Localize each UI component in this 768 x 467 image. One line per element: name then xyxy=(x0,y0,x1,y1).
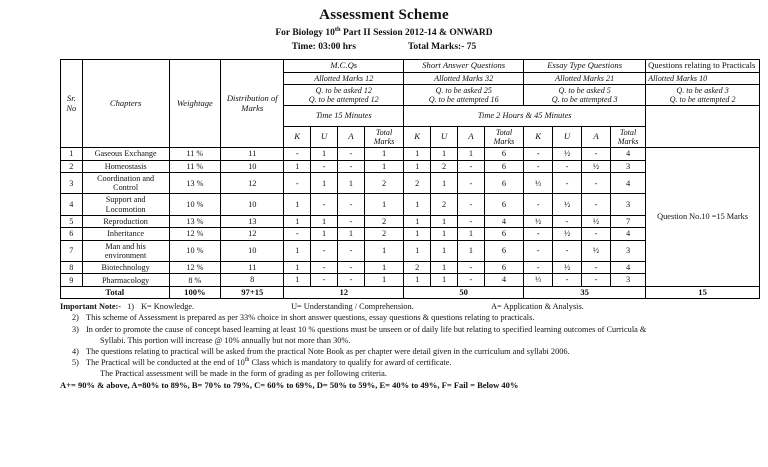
allotted-marks-mcq: Allotted Marks 12 xyxy=(284,72,404,84)
cell-weightage: 13 % xyxy=(169,173,221,194)
cell-saq-a: 1 xyxy=(457,148,484,160)
note-1-number: 1) xyxy=(127,302,134,312)
saq-total-l2: Marks xyxy=(493,137,515,147)
cell-mcq-total: 1 xyxy=(364,160,403,172)
col-header-chapters: Chapters xyxy=(82,60,169,148)
cell-mcq-total: 1 xyxy=(364,274,403,286)
cell-mcq-k: - xyxy=(284,173,311,194)
cell-essay-a: ½ xyxy=(582,215,611,227)
col-header-mcq-u: U xyxy=(311,127,338,148)
cell-saq-u: 1 xyxy=(431,274,458,286)
cell-essay-u: - xyxy=(553,173,582,194)
cell-mcq-k: 1 xyxy=(284,160,311,172)
cell-chapter: Biotechnology xyxy=(82,262,169,274)
document-header xyxy=(0,0,768,53)
cell-saq-total: 6 xyxy=(484,262,523,274)
legend-knowledge: K= Knowledge. xyxy=(141,302,195,312)
col-header-essay-a: A xyxy=(582,127,611,148)
exam-time: Time: 03:00 hrs xyxy=(291,41,356,52)
practicals-asked: Q. to be asked 3 xyxy=(676,86,729,95)
col-header-mcq-a: A xyxy=(338,127,365,148)
cell-saq-total: 6 xyxy=(484,228,523,240)
cell-mcq-a: - xyxy=(338,262,365,274)
question-counts-short-answer xyxy=(404,85,524,106)
cell-mcq-k: - xyxy=(284,228,311,240)
cell-essay-a: ½ xyxy=(582,240,611,261)
note-5-ordinal: th xyxy=(244,356,250,363)
note-2-text: This scheme of Assessment is prepared as per 33% choice in short answer questions, essay questions & questions relating to practicals. xyxy=(86,313,535,323)
cell-weightage: 12 % xyxy=(169,262,221,274)
note-item-2 xyxy=(60,312,760,323)
cell-saq-total: 6 xyxy=(484,194,523,215)
col-header-sr-no: Sr. No xyxy=(61,60,83,148)
cell-saq-u: 1 xyxy=(431,240,458,261)
cell-saq-u: 1 xyxy=(431,148,458,160)
total-saq: 50 xyxy=(404,286,524,299)
time-allowed-mcq: Time 15 Minutes xyxy=(284,106,404,127)
saq-asked: Q. to be asked 25 xyxy=(435,86,492,95)
mcq-asked: Q. to be asked 12 xyxy=(315,86,372,95)
cell-chapter: Pharmacology xyxy=(82,274,169,286)
cell-saq-u: 2 xyxy=(431,160,458,172)
essay-total-l2: Marks xyxy=(617,137,639,147)
cell-saq-k: 1 xyxy=(404,194,431,215)
cell-chapter: Inheritance xyxy=(82,228,169,240)
cell-essay-total: 4 xyxy=(610,228,645,240)
cell-mcq-u: - xyxy=(311,160,338,172)
cell-sr: 7 xyxy=(61,240,83,261)
exam-total-marks: Total Marks:- 75 xyxy=(407,41,477,52)
cell-chapter: Coordination and Control xyxy=(82,173,169,194)
notes-heading: Important Note:- xyxy=(60,302,122,312)
col-header-mcq-k: K xyxy=(284,127,311,148)
cell-distribution: 10 xyxy=(221,160,284,172)
note-5-line1 xyxy=(86,358,451,367)
cell-saq-total: 6 xyxy=(484,148,523,160)
cell-mcq-k: 1 xyxy=(284,215,311,227)
cell-saq-a: - xyxy=(457,262,484,274)
note-4-number: 4) xyxy=(72,346,79,356)
table-row xyxy=(61,148,760,160)
cell-essay-k: - xyxy=(524,148,553,160)
cell-mcq-a: 1 xyxy=(338,228,365,240)
total-weightage: 100% xyxy=(169,286,221,299)
cell-mcq-a: - xyxy=(338,194,365,215)
cell-essay-k: - xyxy=(524,194,553,215)
cell-saq-k: 1 xyxy=(404,215,431,227)
cell-mcq-k: 1 xyxy=(284,274,311,286)
note-5-text xyxy=(86,357,760,379)
cell-essay-a: ½ xyxy=(582,160,611,172)
cell-essay-u: - xyxy=(553,215,582,227)
practicals-attempted: Q. to be attempted 2 xyxy=(669,95,736,105)
cell-essay-k: ½ xyxy=(524,215,553,227)
cell-weightage: 11 % xyxy=(169,148,221,160)
col-header-essay-u: U xyxy=(553,127,582,148)
cell-mcq-a: - xyxy=(338,215,365,227)
total-label: Total xyxy=(61,286,170,299)
cell-saq-k: 2 xyxy=(404,262,431,274)
question-counts-mcq xyxy=(284,85,404,106)
cell-saq-total: 6 xyxy=(484,173,523,194)
cell-weightage: 10 % xyxy=(169,240,221,261)
note-item-5 xyxy=(60,357,760,379)
note-5-number: 5) xyxy=(72,357,79,367)
cell-mcq-u: 1 xyxy=(311,228,338,240)
cell-saq-total: 4 xyxy=(484,274,523,286)
cell-essay-a: - xyxy=(582,262,611,274)
cell-mcq-u: - xyxy=(311,262,338,274)
cell-mcq-a: - xyxy=(338,240,365,261)
legend-understanding: U= Understanding / Comprehension. xyxy=(291,302,414,312)
cell-distribution: 12 xyxy=(221,228,284,240)
cell-mcq-total: 2 xyxy=(364,228,403,240)
cell-distribution: 8 xyxy=(221,274,284,286)
cell-practicals-note: Question No.10 =15 Marks xyxy=(646,148,760,287)
cell-essay-k: ⅓ xyxy=(524,274,553,286)
table-header xyxy=(61,60,760,148)
allotted-marks-practicals: Allotted Marks 10 xyxy=(646,72,760,84)
cell-mcq-total: 2 xyxy=(364,215,403,227)
table-body xyxy=(61,148,760,299)
note-5-line2: The Practical assessment will be made in the form of grading as per following criteria. xyxy=(100,368,387,378)
practicals-time-blank xyxy=(646,106,760,148)
cell-essay-total: 4 xyxy=(610,148,645,160)
cell-saq-u: 1 xyxy=(431,173,458,194)
question-counts-practicals xyxy=(646,85,760,106)
cell-mcq-u: 1 xyxy=(311,148,338,160)
allotted-marks-essay: Allotted Marks 21 xyxy=(524,72,646,84)
cell-essay-total: 4 xyxy=(610,173,645,194)
allotted-marks-short-answer: Allotted Marks 32 xyxy=(404,72,524,84)
cell-saq-u: 1 xyxy=(431,215,458,227)
note-3-line2: Syllabi. This portion will increase @ 10% annually but not more than 30%. xyxy=(100,335,351,345)
saq-attempted: Q. to be attempted 16 xyxy=(428,95,499,105)
cell-sr: 5 xyxy=(61,215,83,227)
cell-weightage: 12 % xyxy=(169,228,221,240)
cell-sr: 6 xyxy=(61,228,83,240)
cell-saq-a: 1 xyxy=(457,228,484,240)
cell-sr: 1 xyxy=(61,148,83,160)
cell-essay-a: - xyxy=(582,173,611,194)
cell-chapter: Man and his environment xyxy=(82,240,169,261)
cell-essay-total: 7 xyxy=(610,215,645,227)
cell-mcq-u: 1 xyxy=(311,173,338,194)
group-header-essay: Essay Type Questions xyxy=(524,60,646,73)
cell-chapter: Support and Locomotion xyxy=(82,194,169,215)
col-header-saq-total xyxy=(484,127,523,148)
cell-essay-a: - xyxy=(582,228,611,240)
cell-sr: 9 xyxy=(61,274,83,286)
cell-weightage: 10 % xyxy=(169,194,221,215)
cell-essay-u: - xyxy=(553,160,582,172)
essay-total-l1: Total xyxy=(619,128,637,138)
cell-mcq-a: - xyxy=(338,274,365,286)
cell-essay-total: 3 xyxy=(610,274,645,286)
cell-sr: 8 xyxy=(61,262,83,274)
saq-total-l1: Total xyxy=(495,128,513,138)
subtitle-pre: For Biology 10 xyxy=(275,28,335,39)
mcq-total-l2: Marks xyxy=(373,137,395,147)
group-header-practicals: Questions relating to Practicals xyxy=(646,60,760,73)
cell-essay-k: ⅓ xyxy=(524,173,553,194)
col-header-mcq-total xyxy=(364,127,403,148)
cell-essay-a: - xyxy=(582,194,611,215)
cell-essay-total: 4 xyxy=(610,262,645,274)
cell-mcq-u: - xyxy=(311,194,338,215)
total-essay: 35 xyxy=(524,286,646,299)
cell-mcq-k: 1 xyxy=(284,194,311,215)
cell-distribution: 10 xyxy=(221,194,284,215)
subtitle-ordinal: th xyxy=(334,26,341,34)
header-row-groups xyxy=(61,60,760,73)
cell-essay-u: ½ xyxy=(553,228,582,240)
cell-saq-k: 1 xyxy=(404,160,431,172)
cell-saq-a: - xyxy=(457,274,484,286)
note-1-text xyxy=(141,301,760,312)
note-5-line1-pre: The Practical will be conducted at the end of 10 xyxy=(86,357,245,367)
cell-distribution: 10 xyxy=(221,240,284,261)
cell-distribution: 11 xyxy=(221,148,284,160)
cell-distribution: 13 xyxy=(221,215,284,227)
note-item-1 xyxy=(60,301,760,312)
cell-essay-total: 3 xyxy=(610,240,645,261)
cell-saq-total: 6 xyxy=(484,240,523,261)
cell-saq-a: - xyxy=(457,215,484,227)
cell-saq-k: 2 xyxy=(404,173,431,194)
note-2-number: 2) xyxy=(72,313,79,323)
cell-mcq-total: 1 xyxy=(364,194,403,215)
cell-mcq-a: - xyxy=(338,160,365,172)
col-header-weightage: Weightage xyxy=(169,60,221,148)
cell-mcq-a: 1 xyxy=(338,173,365,194)
cell-saq-k: 1 xyxy=(404,240,431,261)
group-header-short-answer: Short Answer Questions xyxy=(404,60,524,73)
cell-essay-total: 3 xyxy=(610,194,645,215)
cell-distribution: 11 xyxy=(221,262,284,274)
exam-meta xyxy=(0,42,768,53)
cell-essay-k: - xyxy=(524,240,553,261)
cell-essay-k: - xyxy=(524,160,553,172)
cell-mcq-k: 1 xyxy=(284,240,311,261)
cell-weightage: 8 % xyxy=(169,274,221,286)
mcq-total-l1: Total xyxy=(375,128,393,138)
cell-essay-u: - xyxy=(553,274,582,286)
cell-sr: 4 xyxy=(61,194,83,215)
cell-distribution: 12 xyxy=(221,173,284,194)
cell-essay-u: ½ xyxy=(553,262,582,274)
cell-saq-u: 1 xyxy=(431,228,458,240)
question-counts-essay xyxy=(524,85,646,106)
note-3-text xyxy=(86,324,760,346)
group-header-mcq: M.C.Qs xyxy=(284,60,404,73)
col-header-distribution: Distribution of Marks xyxy=(221,60,284,148)
cell-mcq-k: - xyxy=(284,148,311,160)
cell-essay-u: ½ xyxy=(553,194,582,215)
cell-mcq-u: 1 xyxy=(311,215,338,227)
note-3-line1: In order to promote the cause of concept based learning at least 10 % questions must be unseen or of daily life but relating to specified learning outcomes of Curricula & xyxy=(86,324,647,334)
cell-saq-total: 4 xyxy=(484,215,523,227)
note-5-line1-post: Class which is mandatory to qualify for award of certificate. xyxy=(249,357,452,367)
cell-chapter: Reproduction xyxy=(82,215,169,227)
cell-saq-u: 2 xyxy=(431,194,458,215)
cell-essay-u: - xyxy=(553,240,582,261)
time-allowed-rest: Time 2 Hours & 45 Minutes xyxy=(404,106,646,127)
cell-mcq-total: 2 xyxy=(364,173,403,194)
cell-saq-u: 1 xyxy=(431,262,458,274)
cell-sr: 2 xyxy=(61,160,83,172)
cell-weightage: 11 % xyxy=(169,160,221,172)
note-item-3 xyxy=(60,324,760,346)
cell-saq-a: - xyxy=(457,173,484,194)
cell-saq-a: - xyxy=(457,160,484,172)
grading-criteria: A+= 90% & above, A=80% to 89%, B= 70% to 79%, C= 60% to 69%, D= 50% to 59%, E= 40% to 49%, F= Fail = Below 40% xyxy=(60,379,519,390)
cell-essay-u: ½ xyxy=(553,148,582,160)
note-3-number: 3) xyxy=(72,324,79,334)
cell-saq-a: - xyxy=(457,194,484,215)
table-total-row xyxy=(61,286,760,299)
important-notes xyxy=(60,301,760,391)
cell-saq-total: 6 xyxy=(484,160,523,172)
cell-saq-k: 1 xyxy=(404,228,431,240)
cell-essay-k: - xyxy=(524,228,553,240)
cell-mcq-u: - xyxy=(311,240,338,261)
note-item-4 xyxy=(60,346,760,357)
legend-application: A= Application & Analysis. xyxy=(491,302,584,312)
cell-mcq-total: 1 xyxy=(364,240,403,261)
cell-weightage: 13 % xyxy=(169,215,221,227)
cell-essay-a: - xyxy=(582,274,611,286)
total-mcq: 12 xyxy=(284,286,404,299)
cell-saq-k: 1 xyxy=(404,274,431,286)
cell-essay-total: 3 xyxy=(610,160,645,172)
col-header-essay-k: K xyxy=(524,127,553,148)
assessment-scheme-table xyxy=(60,59,760,299)
cell-chapter: Gaseous Exchange xyxy=(82,148,169,160)
cell-essay-k: - xyxy=(524,262,553,274)
col-header-saq-k: K xyxy=(404,127,431,148)
cell-mcq-a: - xyxy=(338,148,365,160)
cell-mcq-u: - xyxy=(311,274,338,286)
cell-chapter: Homeostasis xyxy=(82,160,169,172)
total-practicals: 15 xyxy=(646,286,760,299)
cell-saq-a: 1 xyxy=(457,240,484,261)
essay-attempted: Q. to be attempted 3 xyxy=(551,95,618,105)
cell-sr: 3 xyxy=(61,173,83,194)
cell-saq-k: 1 xyxy=(404,148,431,160)
essay-asked: Q. to be asked 5 xyxy=(558,86,611,95)
col-header-saq-u: U xyxy=(431,127,458,148)
cell-essay-a: - xyxy=(582,148,611,160)
scheme-table-wrapper xyxy=(60,59,760,299)
document-subtitle xyxy=(0,26,768,40)
mcq-attempted: Q. to be attempted 12 xyxy=(308,95,379,105)
col-header-essay-total xyxy=(610,127,645,148)
cell-mcq-total: 1 xyxy=(364,262,403,274)
note-4-text: The questions relating to practical will be asked from the practical Note Book as per chapter were detail given in the curriculum and syllabi 2006. xyxy=(86,346,570,356)
col-header-saq-a: A xyxy=(457,127,484,148)
cell-mcq-total: 1 xyxy=(364,148,403,160)
total-distribution: 97+15 xyxy=(221,286,284,299)
page-title: Assessment Scheme xyxy=(319,7,449,23)
subtitle-post: Part II Session 2012-14 & ONWARD xyxy=(340,28,493,39)
cell-mcq-k: 1 xyxy=(284,262,311,274)
